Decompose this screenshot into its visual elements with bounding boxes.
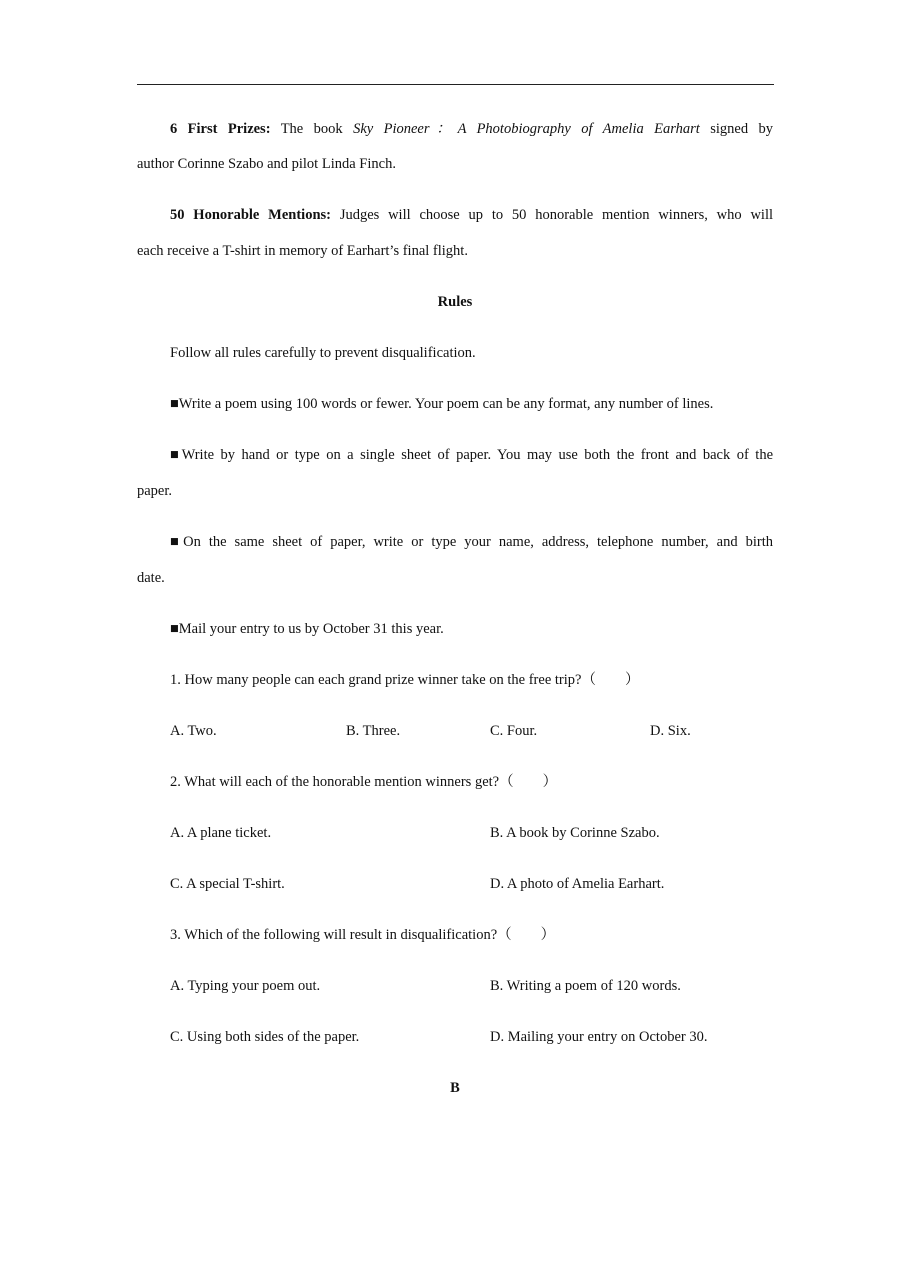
first-prizes-label: 6 First Prizes: [170, 121, 271, 137]
rules-heading-text: Rules [437, 294, 473, 310]
rule-1: ■Write a poem using 100 words or fewer. Your poem can be any format, any number of lines. [170, 396, 714, 412]
rule-3-line-2: date. [137, 570, 165, 586]
rules-heading [137, 292, 773, 312]
question-1-option-a: A. Two. [170, 723, 217, 739]
book-title: Sky Pioneer：A Photobiography of Amelia Earhart [353, 121, 700, 137]
header-rule [137, 84, 774, 85]
first-prizes-text-post: signed by [699, 121, 773, 137]
first-prizes-line-1 [170, 119, 773, 139]
question-1-option-d: D. Six. [650, 723, 691, 739]
honorable-line-1 [170, 205, 773, 225]
rule-2-line-2: paper. [137, 483, 173, 499]
honorable-line-2: each receive a T-shirt in memory of Earhart’s final flight. [137, 243, 468, 259]
first-prizes-line-2: author Corinne Szabo and pilot Linda Finch. [137, 156, 396, 172]
rule-3-line-1: ■On the same sheet of paper, write or type your name, address, telephone number, and birth [170, 534, 773, 550]
question-3-option-a: A. Typing your poem out. [170, 978, 321, 994]
question-1-option-c: C. Four. [490, 723, 538, 739]
rule-2-line-1: ■Write by hand or type on a single sheet of paper. You may use both the front and back of the [170, 447, 773, 463]
question-2-option-d: D. A photo of Amelia Earhart. [490, 876, 665, 892]
question-2-option-a: A. A plane ticket. [170, 825, 272, 841]
question-2-option-b: B. A book by Corinne Szabo. [490, 825, 660, 841]
section-b-text: B [450, 1080, 460, 1096]
question-3-option-b: B. Writing a poem of 120 words. [490, 978, 681, 994]
rule-4: ■Mail your entry to us by October 31 this year. [170, 621, 444, 637]
question-3-stem: 3. Which of the following will result in disqualification?（ ） [170, 927, 556, 943]
honorable-label: 50 Honorable Mentions: [170, 207, 331, 223]
honorable-text: Judges will choose up to 50 honorable mention winners, who will [339, 207, 773, 223]
question-1-option-b: B. Three. [346, 723, 401, 739]
rules-intro: Follow all rules carefully to prevent disqualification. [170, 345, 476, 361]
question-1-stem: 1. How many people can each grand prize winner take on the free trip?（ ） [170, 672, 640, 688]
first-prizes-text-pre: The book [280, 121, 354, 137]
question-3-option-c: C. Using both sides of the paper. [170, 1029, 360, 1045]
question-2-option-c: C. A special T-shirt. [170, 876, 285, 892]
section-b-heading [137, 1078, 773, 1098]
question-2-stem: 2. What will each of the honorable mention winners get?（ ） [170, 774, 558, 790]
question-3-option-d: D. Mailing your entry on October 30. [490, 1029, 708, 1045]
